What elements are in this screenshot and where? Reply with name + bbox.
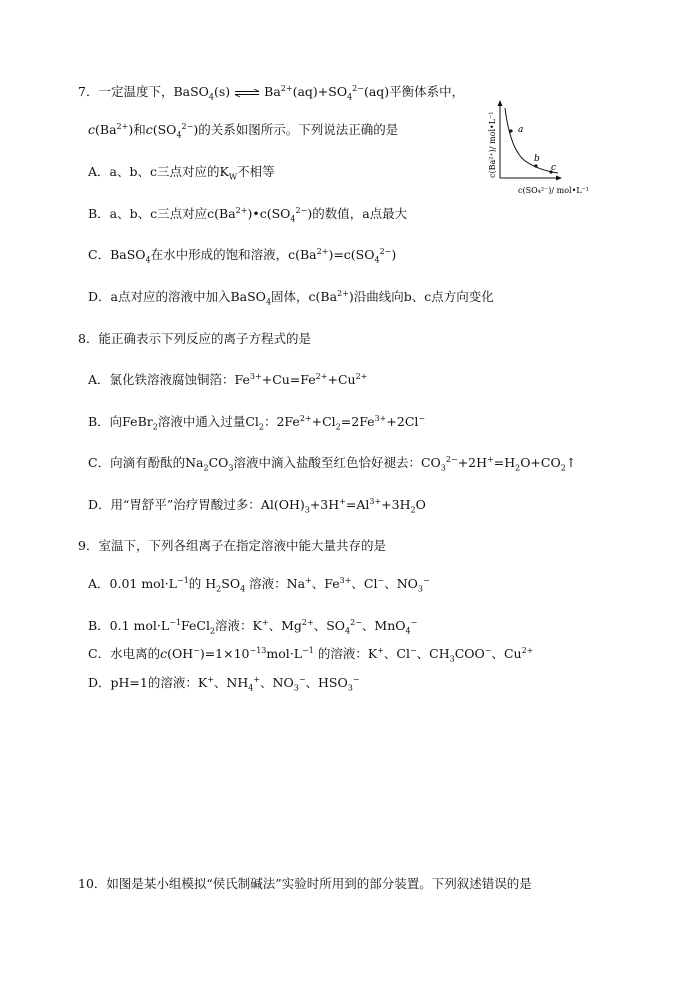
q7-option-d: D．a点对应的溶液中加入BaSO$_4$固体，$c(Ba^{2+})$沿曲线向b、c点方向变化	[88, 288, 494, 307]
q10-stem: 10．如图是某小组模拟“侯氏制碱法”实验时所用到的部分装置。下列叙述错误的是	[78, 876, 532, 891]
q9-option-d: D．pH=1的溶液：K+、$NH_4^+$、$NO_3^-$、$HSO_3^-$	[88, 674, 360, 693]
q7-option-b: B．a、b、c三点对应$c(Ba^{2+})•c(SO_4^{2-})$的数值，a点最大	[88, 205, 408, 224]
q7-stem-line2: $c(Ba^{2+})$和$c(SO_4^{2-})$的关系如图所示。下列说法正确的是	[88, 121, 399, 140]
q7-stem-line1: 7．一定温度下，BaSO$_4$(s) $Ba^{2+}(aq)+SO_4^{2-}(aq)$平衡体系中，	[78, 83, 465, 102]
q8-option-a: A．氯化铁溶液腐蚀铜箔：$Fe^{3+}+Cu=Fe^{2+}+Cu^{2+}$	[88, 371, 368, 387]
q9-option-c: C．水电离的$c(OH^-)=1\times 10^{-13}mol\cdot L^{-1}$ 的溶液：K+、Cl−、$CH_3COO^-$、$Cu^{2+}$	[88, 645, 534, 664]
q7-option-c: C．BaSO$_4$在水中形成的饱和溶液，$c(Ba^{2+})=c(SO_4^{2-})$	[88, 246, 397, 265]
q8-option-d: D．用“胃舒平”治疗胃酸过多：$Al(OH)_3+3H^+=Al^{3+}+3H_2O$	[88, 496, 426, 515]
graph-point-b-marker	[534, 164, 537, 167]
q7-option-a: A．a、b、c三点对应的$K_W$不相等	[88, 164, 275, 182]
q7-solubility-graph	[472, 98, 622, 198]
graph-point-c-label: c	[551, 163, 557, 173]
graph-y-axis-label: c(Ba²⁺)/ mol•L⁻¹	[488, 111, 497, 178]
graph-point-a-marker	[509, 129, 512, 132]
graph-point-a-label: a	[518, 125, 524, 135]
graph-point-b-label: b	[534, 154, 540, 164]
q8-option-b: B．向FeBr$_2$溶液中通入过量$Cl_2$：$2Fe^{2+}+Cl_2=2Fe^{3+}+2Cl^-$	[88, 413, 426, 432]
graph-x-axis-label: c(SO₄²⁻)/ mol•L⁻¹	[518, 186, 590, 195]
q9-option-a: A．0.01 $mol\cdot L^{-1}$的 $H_2SO_4$ 溶液：Na+、$Fe^{3+}$、Cl−、$NO_3^-$	[88, 575, 430, 594]
q9-stem: 9．室温下，下列各组离子在指定溶液中能大量共存的是	[78, 538, 386, 553]
q8-stem: 8．能正确表示下列反应的离子方程式的是	[78, 331, 311, 346]
q8-option-c: C．向滴有酚酞的$Na_2CO_3$溶液中滴入盐酸至红色恰好褪去：$CO_3^{2-}+2H^+=H_2O+CO_2↑$	[88, 454, 577, 473]
q9-option-b: B．0.1 $mol\cdot L^{-1}FeCl_2$溶液：K+、$Mg^{2+}$、$SO_4^{2-}$、MnO$_4$−	[88, 617, 418, 636]
equilibrium-arrow-icon	[234, 85, 260, 101]
